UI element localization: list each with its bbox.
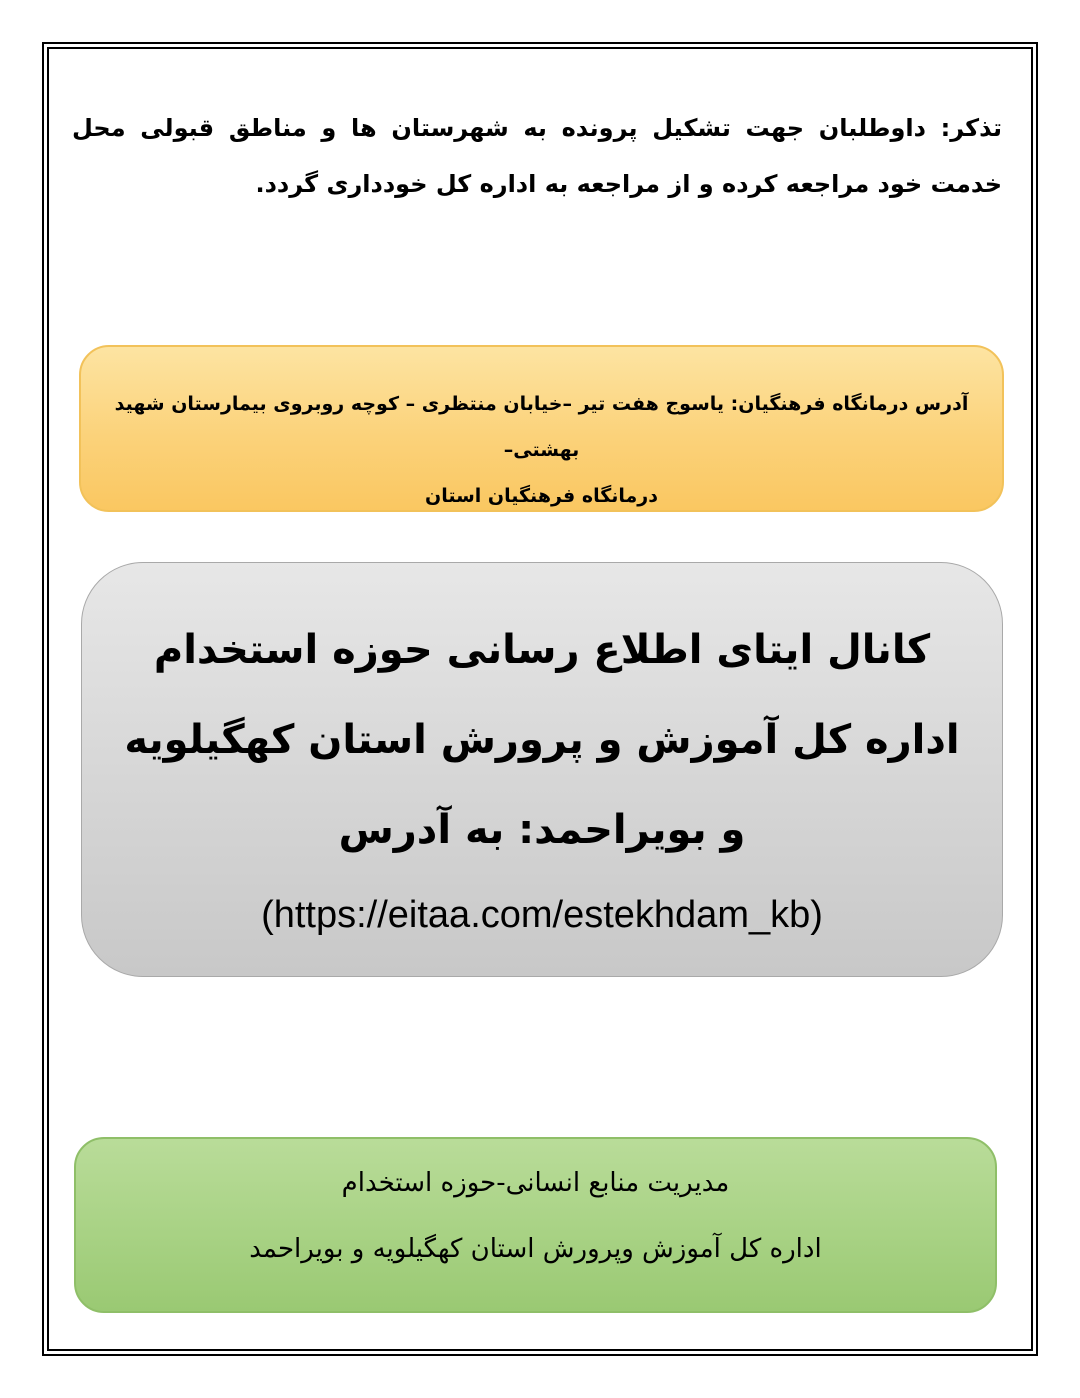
clinic-address-box (79, 345, 1004, 512)
channel-title: کانال ایتای اطلاع رسانی حوزه استخدام اداره کل آموزش و پرورش استان کهگیلویه و بویراحمد: به آدرس (124, 627, 960, 853)
reminder-note: تذکر: داوطلبان جهت تشکیل پرونده به شهرستان ها و مناطق قبولی محل خدمت خود مراجعه کرده و از مراجعه به اداره کل خودداری گردد. (72, 114, 1002, 198)
channel-url-link[interactable]: (https://eitaa.com/estekhdam_kb) (261, 894, 823, 936)
clinic-address-line-2: درمانگاه فرهنگیان استان (424, 485, 658, 507)
footer-organization: اداره کل آموزش وپرورش استان کهگیلویه و بویراحمد (249, 1234, 822, 1264)
footer-department: مدیریت منابع انسانی-حوزه استخدام (341, 1168, 730, 1198)
footer-signature-box (74, 1137, 997, 1313)
clinic-address-line-1: آدرس درمانگاه فرهنگیان: یاسوج هفت تیر –خیابان منتظری – کوچه روبروی بیمارستان شهید بهشتی– (114, 393, 969, 461)
eitaa-channel-box (81, 562, 1003, 977)
